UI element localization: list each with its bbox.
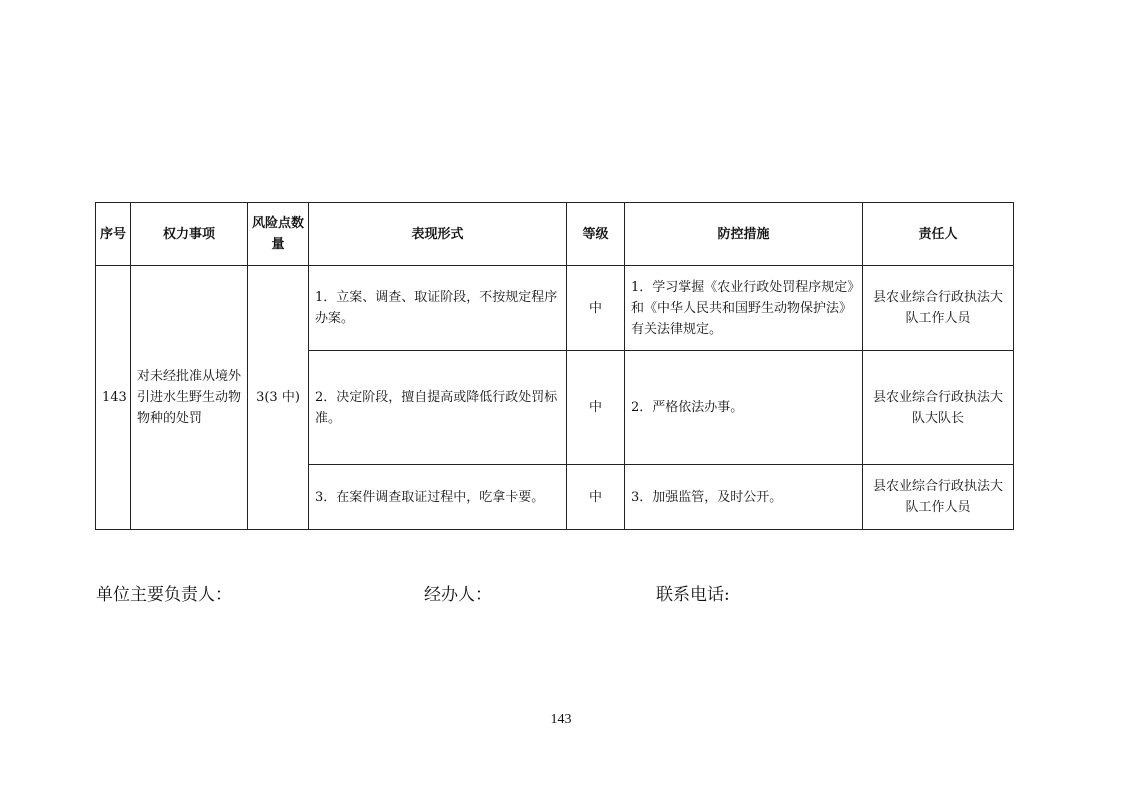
page-number: 143: [550, 712, 572, 727]
cell-form: 3．在案件调查取证过程中，吃拿卡要。: [309, 465, 567, 530]
cell-responsible: 县农业综合行政执法大队工作人员: [863, 266, 1014, 351]
cell-responsible: 县农业综合行政执法大队工作人员: [863, 465, 1014, 530]
header-seq: 序号: [96, 203, 131, 266]
header-level: 等级: [567, 203, 625, 266]
cell-level: 中: [567, 465, 625, 530]
phone-label: 联系电话:: [656, 585, 730, 605]
cell-measure: 3．加强监管，及时公开。: [625, 465, 863, 530]
cell-level: 中: [567, 266, 625, 351]
header-measures: 防控措施: [625, 203, 863, 266]
cell-responsible: 县农业综合行政执法大队大队长: [863, 351, 1014, 465]
table-header-row: [96, 203, 1014, 266]
header-power-item: 权力事项: [131, 203, 248, 266]
unit-head-label: 单位主要负责人：: [96, 585, 232, 605]
cell-level: 中: [567, 351, 625, 465]
cell-seq: 143: [96, 266, 131, 530]
handler-label: 经办人：: [424, 585, 492, 605]
cell-measure: 1．学习掌握《农业行政处罚程序规定》和《中华人民共和国野生动物保护法》有关法律规定。: [625, 266, 863, 351]
cell-power-item: 对未经批准从境外引进水生野生动物物种的处罚: [131, 266, 248, 530]
table-row: [96, 266, 1014, 351]
header-form: 表现形式: [309, 203, 567, 266]
cell-measure: 2．严格依法办事。: [625, 351, 863, 465]
cell-form: 2．决定阶段，擅自提高或降低行政处罚标准。: [309, 351, 567, 465]
cell-form: 1．立案、调查、取证阶段，不按规定程序办案。: [309, 266, 567, 351]
header-responsible: 责任人: [863, 203, 1014, 266]
header-risk-count: 风险点数量: [248, 203, 309, 266]
cell-risk-count: 3(3 中): [248, 266, 309, 530]
risk-control-table: [95, 202, 1014, 530]
